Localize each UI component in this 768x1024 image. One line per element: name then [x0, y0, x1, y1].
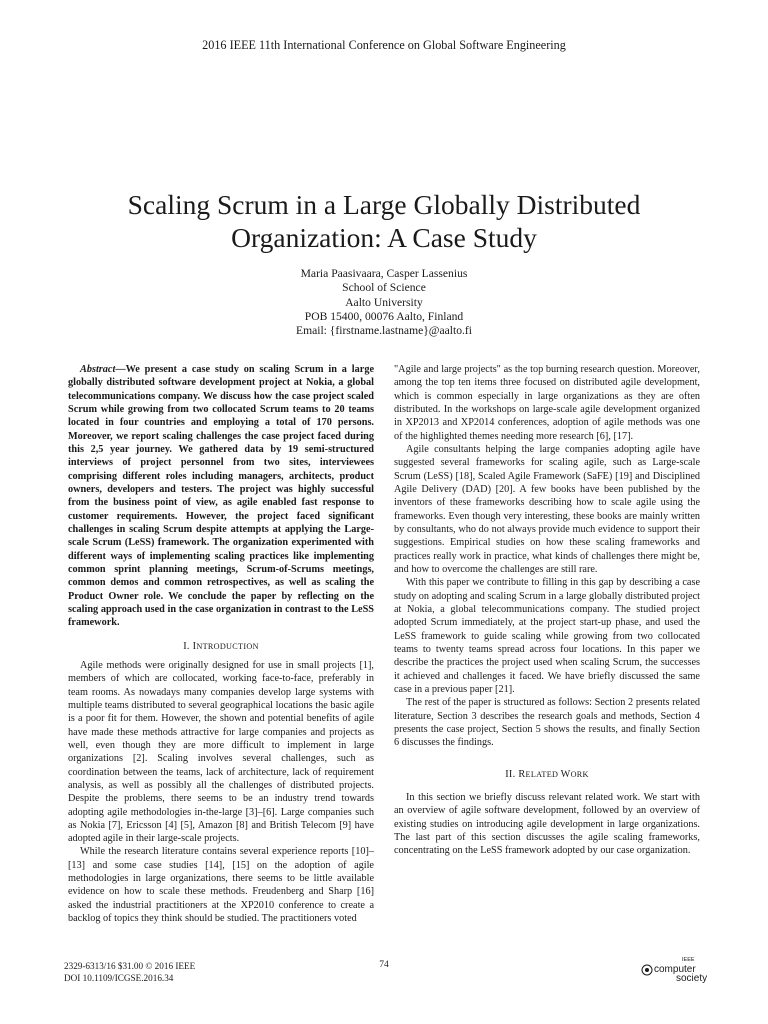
- logo-line-1: computer: [654, 964, 696, 975]
- logo-ieee-text: IEEE: [682, 957, 695, 963]
- affiliation-university: Aalto University: [345, 295, 423, 309]
- author-names: Maria Paasivaara, Casper Lassenius: [300, 267, 468, 280]
- body-paragraph: The rest of the paper is structured as follows: Section 2 presents related literature, Section 3 describes the research goals and methods, Section 4 presents the case project, Section 5 shows the results, and finally Section 6 discusses the findings.: [394, 697, 700, 749]
- title-line-1: Scaling Scrum in a Large Globally Distributed: [127, 189, 641, 220]
- affiliation-email: Email: {firstname.lastname}@aalto.fi: [295, 324, 472, 338]
- abstract-text: —We present a case study on scaling Scrum in a large globally distributed software development project at Nokia, a global telecommunications company. We discuss how the case project scaled Scrum while growing from two collocated Scrum teams to 20 teams located in four countries and employing a total of 170 persons. Moreover, we report scaling challenges the case project faced during this 2,5 year journey. We gathered data by 19 semi-structured interviews of project personnel from two sites, interviewees comprising different roles including managers, architects, product owners, developers and testers. The project was highly successful from the business point of view, as agile enabled fast response to customer requirements. However, the project faced significant challenges in scaling Scrum despite attempts at applying the Large-scale Scrum (LeSS) framework. The organization experimented with different ways of implementing scaling practices like implementing common sprint planning meetings, Scrum-of-Scrums meetings, common demos and common retrospectives, as well as scaling the Product Owner role. We conclude the paper by reflecting on the scaling approach used in the case organization in contrast to the LeSS framework.: [68, 364, 374, 629]
- footer-issn: 2329-6313/16 $31.00 © 2016 IEEE: [64, 961, 196, 971]
- affiliation-address: POB 15400, 00076 Aalto, Finland: [304, 309, 464, 323]
- left-column: [68, 363, 374, 925]
- intro-paragraph: Agile methods were originally designed for use in small projects [1], members of which are collocated, working face-to-face, preferably in team rooms. As nowadays many companies develop large systems with multiple teams distributed to several geographical locations the basic agile is a poor fit for them. However, the shown and potential benefits of agile have made these methods attractive for large companies and projects as well, even though they are more difficult to implement in large organizations [2]. Scaling involves several challenges, such as coordination between the teams, lack of architecture, lack of requirement analysis, as well as possibly all the challenges of distributed projects. Despite the problems, there seems to be an industry trend towards adopting agile methodologies in-the-large [3]–[6]. Large companies such as Nokia [7], Ericsson [4] [5], Amazon [8] and British Telecom [9] have adopted agile in their large-scale projects.: [68, 659, 374, 845]
- logo-line-2: society: [676, 973, 708, 983]
- computer-society-logo: [640, 955, 712, 983]
- body-paragraph: With this paper we contribute to filling in this gap by describing a case study on adopting and scaling Scrum in a large globally distributed project at Nokia, a global telecommunications company. The studied project adopted Scrum immediately, at the project start-up phase, and used the LeSS framework to guide scaling while growing from two collocated teams to twenty teams spread across four locations. In this paper we describe the practices the project used when scaling Scrum, the successes it achieved and challenges it faced. We have briefly discussed the same case in a previous paper [21].: [394, 577, 700, 695]
- page-number: 74: [379, 960, 389, 970]
- related-work-paragraph: In this section we briefly discuss relevant related work. We start with an overview of agile software development, followed by an overview of existing studies on introducing agile development in large organizations. The last part of this section discusses the agile scaling frameworks, concentrating on the LeSS framework adopted by our case organization.: [394, 791, 700, 857]
- intro-paragraph: While the research literature contains several experience reports [10]–[13] and some case studies [14], [15] on the adoption of agile methodologies in large organizations, there seems to be little available evidence on how to scale these methods. Freudenberg and Sharp [16] asked the industrial practitioners at the XP2010 conference to create a backlog of topics they think should be studied. The practitioners voted: [68, 846, 374, 925]
- right-column: [394, 363, 700, 857]
- abstract-label: Abstract: [80, 364, 116, 375]
- affiliation-school: School of Science: [342, 281, 426, 295]
- body-paragraph: Agile consultants helping the large companies adopting agile have suggested several frameworks for scaling agile, such as Large-scale Scrum (LeSS) [18], Scaled Agile Framework (SaFE) [19] and Disciplined Agile Delivery (DAD) [20]. A few books have been published by the inventors of these frameworks describing how to scale agile using the frameworks. Even though very interesting, these books are mainly written by consultants, who do not always provide much evidence to support their suggestions. Empirical studies on how these scaling frameworks and practices really work in practice, what kinds of challenges there might be, and how to overcome the challenges are still rare.: [394, 443, 700, 575]
- computer-society-logo-icon: [640, 955, 712, 983]
- author-block: [0, 267, 768, 338]
- abstract: [68, 363, 374, 630]
- body-paragraph: "Agile and large projects" as the top burning research question. Moreover, among the top ten items three focused on distributed agile development, which is common especially in large organizations as they are often distributed. In the workshops on large-scale agile development organized in XP2013 and XP2014 conferences, adoption of agile methods was one of the highlighted themes needing more research [6], [17].: [394, 364, 700, 442]
- paper-title: [60, 188, 708, 254]
- section-heading-related-work: II. RELATED WORK: [505, 768, 589, 780]
- conference-header: 2016 IEEE 11th International Conference on Global Software Engineering: [202, 38, 566, 52]
- footer-doi: DOI 10.1109/ICGSE.2016.34: [64, 973, 174, 983]
- title-line-2: Organization: A Case Study: [231, 222, 537, 253]
- section-heading-introduction: I. INTRODUCTION: [183, 640, 259, 652]
